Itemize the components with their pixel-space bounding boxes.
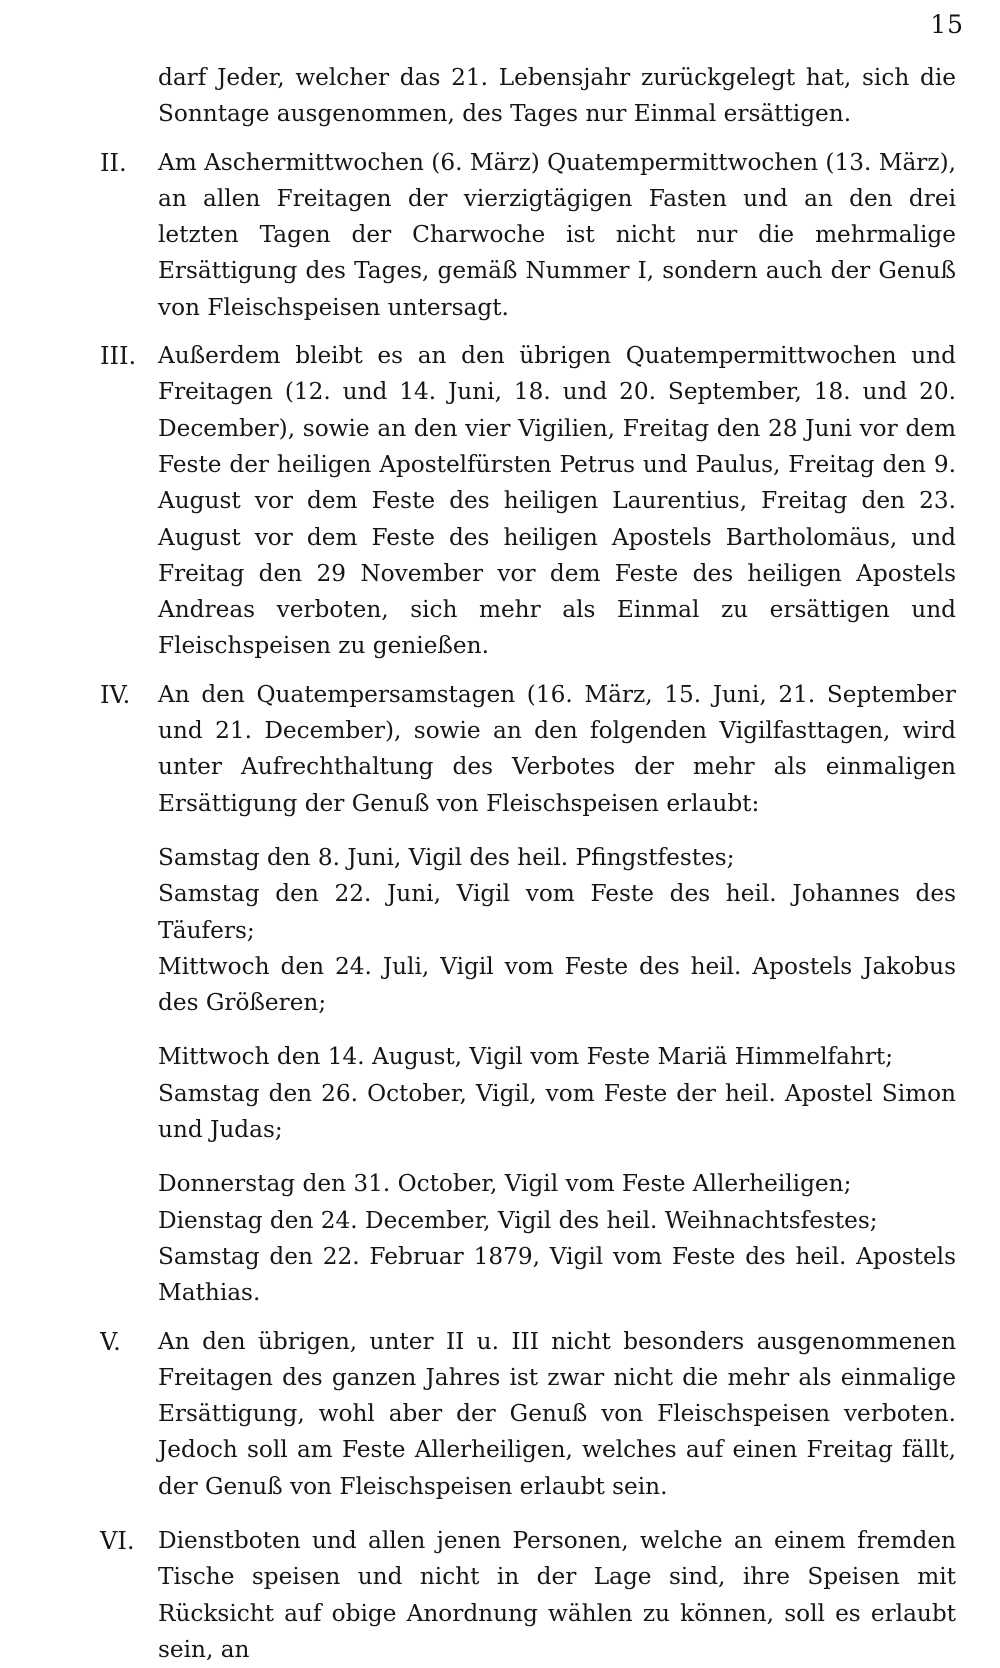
section-ii bbox=[0, 145, 1000, 326]
section-iv bbox=[0, 677, 1000, 822]
vigil-entry: Dienstag den 24. December, Vigil des heil. Weihnachtsfestes; bbox=[158, 1206, 878, 1234]
section-text: An den Quatempersamstagen (16. März, 15. Juni, 21. September und 21. December), sowie an den folgenden Vigilfasttagen, wird unter Aufrechthaltung des Verbotes der mehr als einmaligen Ersättigung der Genuß von Fleischspeisen erlaubt: bbox=[158, 680, 956, 817]
vigil-entry: Donnerstag den 31. October, Vigil vom Feste Allerheiligen; bbox=[158, 1170, 852, 1198]
section-numeral: VI. bbox=[100, 1526, 135, 1555]
page-body bbox=[0, 60, 1000, 1668]
section-numeral: IV. bbox=[100, 680, 131, 709]
section-text: Außerdem bleibt es an den übrigen Quatempermittwochen und Freitagen (12. und 14. Juni, 18. und 20. September, 18. und 20. December), sowie an den vier Vigilien, Freitag den 28 Juni vor dem Feste der heiligen Apostelfürsten Petrus und Paulus, Freitag den 9. August vor dem Feste des heiligen Laurentius, Freitag den 23. August vor dem Feste des heiligen Apostels Bartholomäus, und Freitag den 29 November vor dem Feste des heiligen Apostels Andreas verboten, sich mehr als Einmal zu ersättigen und Fleischspeisen zu genießen. bbox=[158, 342, 956, 660]
page-number: 15 bbox=[930, 10, 964, 39]
vigil-entry: Samstag den 8. Juni, Vigil des heil. Pfingstfestes; bbox=[158, 843, 735, 871]
vigil-entry: Samstag den 22. Juni, Vigil vom Feste des heil. Johannes des Täufers; bbox=[158, 880, 956, 944]
section-text: Dienstboten und allen jenen Personen, welche an einem fremden Tische speisen und nicht in der Lage sind, ihre Speisen mit Rücksicht auf obige Anordnung wählen zu können, soll es erlaubt sein, an bbox=[158, 1526, 956, 1663]
section-numeral: II. bbox=[100, 148, 127, 177]
section-text: Am Aschermittwochen (6. März) Quatempermittwochen (13. März), an allen Freitagen der vierzigtägigen Fasten und an den drei letzten Tagen der Charwoche ist nicht nur die mehrmalige Ersättigung des Tages, gemäß Nummer I, sondern auch der Genuß von Fleischspeisen untersagt. bbox=[158, 148, 956, 321]
vigil-entry: Samstag den 26. October, Vigil, vom Feste der heil. Apostel Simon und Judas; bbox=[158, 1079, 956, 1144]
section-vi bbox=[0, 1523, 1000, 1668]
section-iii bbox=[0, 338, 1000, 665]
vigil-list bbox=[0, 840, 1000, 1312]
vigil-entry: Samstag den 22. Februar 1879, Vigil vom Feste des heil. Apostels Mathias. bbox=[158, 1242, 956, 1307]
section-numeral: V. bbox=[100, 1327, 121, 1356]
section-numeral: III. bbox=[100, 342, 137, 371]
vigil-entry: Mittwoch den 14. August, Vigil vom Feste Mariä Himmelfahrt; bbox=[158, 1043, 894, 1071]
section-v bbox=[0, 1324, 1000, 1505]
section-text: An den übrigen, unter II u. III nicht besonders ausgenommenen Freitagen des ganzen Jahres ist zwar nicht die mehr als einmalige Ersättigung, wohl aber der Genuß von Fleischspeisen verboten. Jedoch soll am Feste Allerheiligen, welches auf einen Freitag fällt, der Genuß von Fleischspeisen erlaubt sein. bbox=[158, 1327, 956, 1500]
intro-paragraph: darf Jeder, welcher das 21. Lebensjahr zurückgelegt hat, sich die Sonntage ausgenommen, des Tages nur Einmal ersättigen. bbox=[158, 64, 956, 128]
vigil-entry: Mittwoch den 24. Juli, Vigil vom Feste des heil. Apostels Jakobus des Größeren; bbox=[158, 952, 956, 1017]
